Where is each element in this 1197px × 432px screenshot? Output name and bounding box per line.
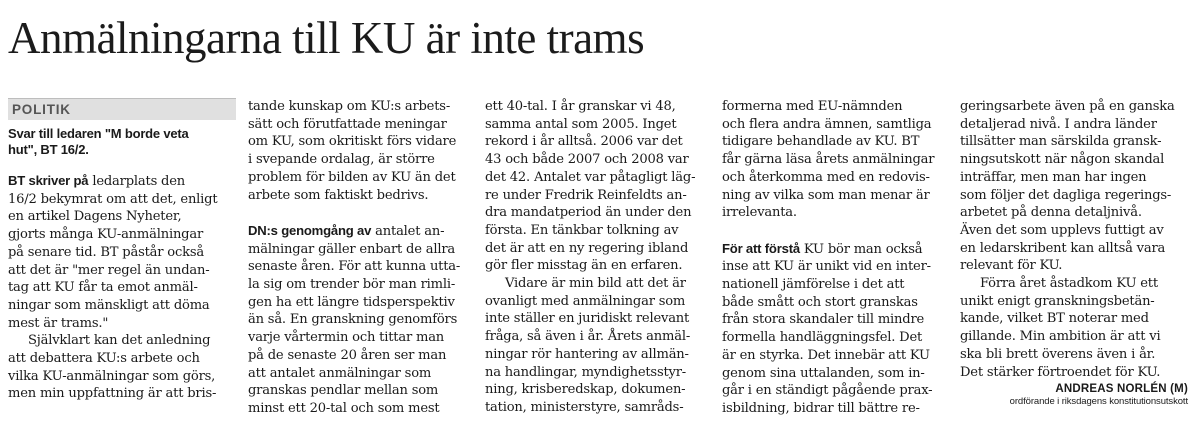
paragraph: geringsarbete även på en ganska detaljerad nivå. I andra länder tillsätter man särskilda gransk- ningsutskott när någon skandal inträffar, men man har ingen som följer det dagliga regerings- arbetet på denna detaljnivå. Även det som upplevs futtigt av en ledarskribent kan alltså vara relevant för KU. [960, 99, 1175, 274]
paragraph: Förra året åstadkom KU ett unikt enigt granskningsbetän- kande, vilket BT noterar med gillande. Min ambition är att vi ska bli brett överens även i år. Det stärker förtroendet för KU. [960, 276, 1161, 380]
lead-in: För att förstå [722, 240, 800, 256]
paragraph: ett 40-tal. I år granskar vi 48, samma antal som 2005. Inget rekord i år alltså. 2006 var det 43 och både 2007 och 2008 var det 42. Antalet var påtagligt läg- re under Fredrik Reinfeldts an- dra mandatperiod än under den första. En tänkbar tolkning av det är att en ny regering ibland gör fler misstag än en erfaren. [485, 99, 696, 274]
article-column-3 [485, 98, 713, 417]
article-column-2 [248, 98, 476, 418]
section-label: POLITIK [8, 98, 236, 120]
author-name: ANDREAS NORLÉN (M) [1055, 383, 1188, 396]
article-column-5 [960, 98, 1188, 408]
paragraph: DN:s genomgång av antalet an- mälningar gäller enbart de allra senaste åren. För att kunna utta- la sig om trender bör man rimli- gen ha ett längre tidsperspektiv än så. En granskning genomförs varje vårtermin och tittar man på de senaste 20 åren ser man att antalet anmälningar som granskas pendlar mellan som minst ett 20-tal och som mest [248, 222, 461, 416]
author-title: ordförande i riksdagens konstitutionsutskott [1009, 396, 1188, 408]
lead-in: DN:s genomgång av [248, 222, 372, 238]
paragraph: Vidare är min bild att det är ovanligt med anmälningar som inte ställer en juridiskt relevant fråga, så även i år. Årets anmäl- ningar rör hantering av allmän- na handlingar, myndighetsstyr- ning, krisberedskap, dokumen- tation, ministerstyre, samråds- [485, 276, 691, 415]
reference-line [8, 126, 236, 158]
paragraph: Självklart kan det anledning att debattera KU:s arbete och vilka KU-anmälningar som görs, men min uppfattning är att bris- [8, 333, 217, 402]
article-column-4 [722, 98, 950, 418]
article-column-1 [8, 98, 236, 403]
reference-text: hut", BT 16/2. [8, 142, 89, 157]
paragraph: För att förstå KU bör man också inse att KU är unikt vid en inter- nationell jämförelse i det att både smått och stort granskas från stora skandaler till mindre formella handläggningsfel. Det är en styrka. Det innebär att KU genom sina uttalanden, som in- går i en ständigt pågående prax- isbildning, bidrar till bättre re- [722, 240, 933, 416]
paragraph: BT skriver på ledarplats den 16/2 bekymrat om att det, enligt en artikel Dagens Nyheter, gjorts många KU-anmälningar på senare tid. BT påstår också att det är "mer regel än undan- tag att KU får ta emot anmäl- ningar som mänskligt att döma mest är trams." [8, 173, 218, 331]
paragraph: tande kunskap om KU:s arbets- sätt och förutfattade meningar om KU, som okritiskt förs vidare i svepande ordalag, är större problem för bilden av KU än det arbete som faktiskt bedrivs. [248, 99, 457, 203]
paragraph: formerna med EU-nämnden och flera andra ämnen, samtliga tidigare behandlade av KU. BT får gärna läsa årets anmälningar och återkomma med en redovis- ning av vilka som man menar är irrelevanta. [722, 99, 935, 221]
article-headline: Anmälningarna till KU är inte trams [8, 13, 645, 63]
author-byline [960, 382, 1188, 408]
lead-in: BT skriver på [8, 173, 89, 188]
reference-text: Svar till ledaren "M borde veta [8, 126, 189, 141]
